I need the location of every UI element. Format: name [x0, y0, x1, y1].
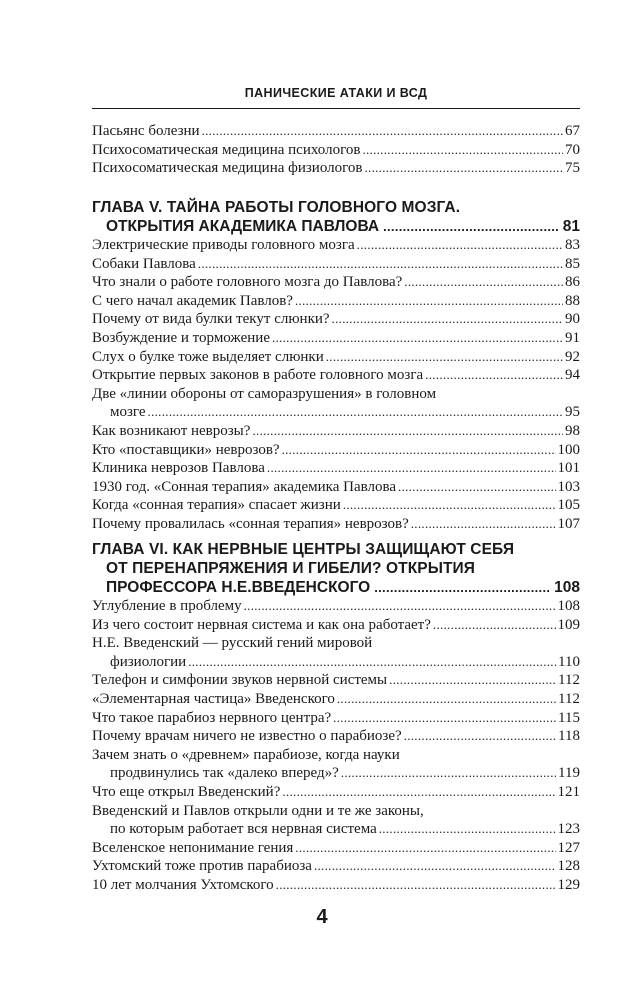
toc-entry[interactable]: Почему врачам ничего не известно о парабиозе? ..... 118	[92, 727, 580, 746]
toc-chapter-6-entries	[92, 597, 580, 895]
toc-entry[interactable]: С чего начал академик Павлов? ..... 88	[92, 292, 580, 311]
chapter-page: 81	[562, 218, 580, 235]
toc-entry[interactable]: Клиника неврозов Павлова ..... 101	[92, 459, 580, 478]
toc-entry[interactable]: Как возникают неврозы? ..... 98	[92, 422, 580, 441]
toc-entry[interactable]: Открытие первых законов в работе головного мозга ..... 94	[92, 366, 580, 385]
toc-entry[interactable]: Электрические приводы головного мозга ..... 83	[92, 236, 580, 255]
toc-entry[interactable]: Слух о булке тоже выделяет слюнки ..... 92	[92, 348, 580, 367]
toc-entry[interactable]: Что еще открыл Введенский? ..... 121	[92, 783, 580, 802]
chapter-title-line[interactable]: ГЛАВА V. ТАЙНА РАБОТЫ ГОЛОВНОГО МОЗГА.	[92, 199, 461, 216]
toc-entry[interactable]: продвинулись так «далеко вперед»? ..... 119	[92, 764, 580, 783]
toc-entry[interactable]: Почему провалилась «сонная терапия» неврозов? ..... 107	[92, 515, 580, 534]
toc-entry[interactable]: Углубление в проблему ..... 108	[92, 597, 580, 616]
toc-entry[interactable]: Ухтомский тоже против парабиоза ..... 128	[92, 857, 580, 876]
toc-entry[interactable]: Почему от вида булки текут слюнки? ..... 90	[92, 310, 580, 329]
chapter-title-line[interactable]: ОТ ПЕРЕНАПРЯЖЕНИЯ И ГИБЕЛИ? ОТКРЫТИЯ	[106, 560, 476, 577]
toc-entry-wrapped-line[interactable]: Введенский и Павлов открыли одни и те же законы,	[92, 802, 424, 819]
toc-entry[interactable]: Что знали о работе головного мозга до Павлова? ..... 86	[92, 273, 580, 292]
toc-entry[interactable]: Психосоматическая медицина психологов ..... 70	[92, 141, 580, 160]
toc-chapter-6	[92, 540, 580, 598]
toc-entry-wrapped-line[interactable]: Две «линии обороны от саморазрушения» в головном	[92, 385, 437, 402]
toc-entry-wrapped-line[interactable]: Н.Е. Введенский — русский гений мировой	[92, 635, 373, 652]
toc-entry[interactable]: Из чего состоит нервная система и как она работает? ..... 109	[92, 616, 580, 635]
header-rule	[92, 108, 580, 109]
chapter-page: 108	[554, 579, 580, 596]
toc-entry[interactable]: физиологии ..... 110	[92, 653, 580, 672]
toc-entry-wrapped-line[interactable]: Зачем знать о «древнем» парабиозе, когда науки	[92, 746, 400, 763]
toc-section-tail	[92, 122, 580, 178]
toc-entry[interactable]: «Элементарная частица» Введенского ..... 112	[92, 690, 580, 709]
toc-entry[interactable]: Кто «поставщики» неврозов? ..... 100	[92, 441, 580, 460]
toc-chapter-5-entries	[92, 236, 580, 534]
toc-entry[interactable]: 10 лет молчания Ухтомского ..... 129	[92, 876, 580, 895]
toc-entry[interactable]: мозге ..... 95	[92, 403, 580, 422]
chapter-title-line[interactable]: ОТКРЫТИЯ АКАДЕМИКА ПАВЛОВА ..... 81	[92, 217, 580, 237]
chapter-title-line[interactable]: ГЛАВА VI. КАК НЕРВНЫЕ ЦЕНТРЫ ЗАЩИЩАЮТ СЕБЯ	[92, 541, 515, 558]
toc-entry[interactable]: Когда «сонная терапия» спасает жизни ..... 105	[92, 496, 580, 515]
toc-entry[interactable]: Собаки Павлова ..... 85	[92, 255, 580, 274]
toc-chapter-5	[92, 198, 580, 237]
page-number: 4	[316, 906, 328, 928]
toc-entry[interactable]: 1930 год. «Сонная терапия» академика Павлова ..... 103	[92, 478, 580, 497]
toc-entry[interactable]: Пасьянс болезни ..... 67	[92, 122, 580, 141]
toc-entry[interactable]: Психосоматическая медицина физиологов ..... 75	[92, 159, 580, 178]
toc-entry[interactable]: Вселенское непонимание гения ..... 127	[92, 839, 580, 858]
toc-entry[interactable]: Что такое парабиоз нервного центра? ..... 115	[92, 709, 580, 728]
toc-entry[interactable]: по которым работает вся нервная система ..... 123	[92, 820, 580, 839]
running-header: ПАНИЧЕСКИЕ АТАКИ И ВСД	[244, 86, 428, 100]
toc-entry[interactable]: Телефон и симфонии звуков нервной системы ..... 112	[92, 671, 580, 690]
chapter-title-line[interactable]: ПРОФЕССОРА Н.Е.ВВЕДЕНСКОГО ..... 108	[92, 578, 580, 598]
toc-entry[interactable]: Возбуждение и торможение ..... 91	[92, 329, 580, 348]
